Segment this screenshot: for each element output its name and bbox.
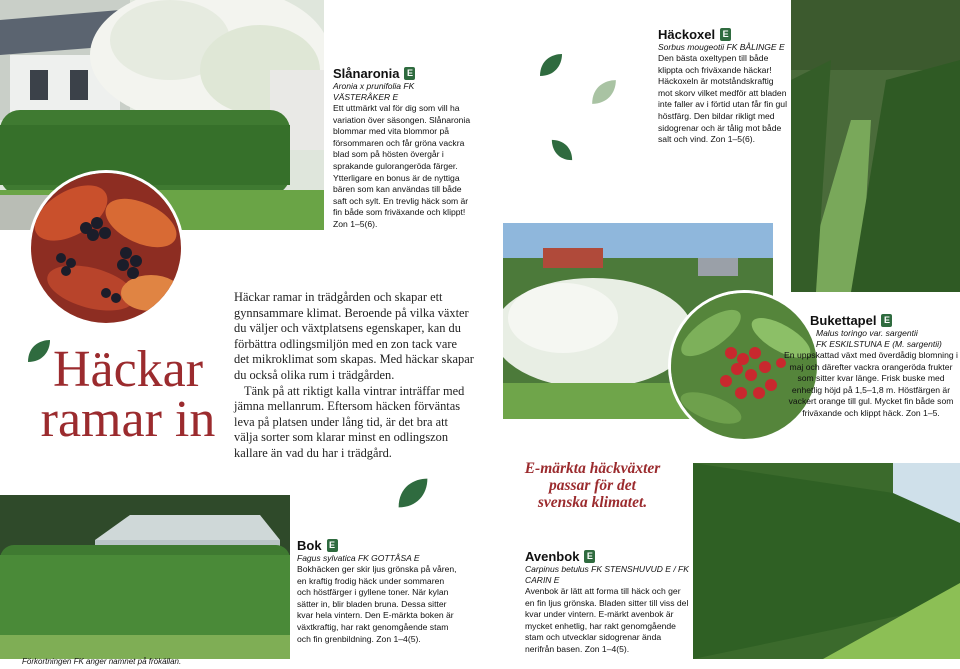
- tall-hedge-photo: [791, 0, 960, 292]
- plant-avenbok: [525, 549, 690, 656]
- plant-description: Ett uttmärkt val för dig som vill ha variation över säsongen. Slånaronia blommar med vita blommor på försommaren och får gröna vackra blad som på hösten övergår i sprakande gulorangeröda färger. Ytterligare en bonus är de nyttiga bären som kan användas till både saft och sylt. En trevlig häck som är fin både som friväxande och klippt! Zon 1–5(6).: [333, 103, 471, 229]
- intro-paragraph: Tänk på att riktigt kalla vintrar inträffar med jämna mellanrum. Eftersom häcken förväntas leva på platsen under lång tid, är det bra att välja sorter som klarar minst en odlingszon kallare än vad du har i trädgård.: [234, 383, 465, 460]
- plant-description: Bokhäcken ger skir ljus grönska på våren, en kraftig frodig häck under sommaren och höstfärger i gyllene toner. När kylan sätter in, blir bladen bruna. Dessa sitter kvar hela vintern. Den E-märkta boken är växtkraftig, har rakt genomgående stam och fin grenbildning. Zon 1–4(5).: [297, 564, 457, 644]
- greenhouse-hedge-photo: [0, 495, 290, 659]
- e-mark-badge: E: [881, 314, 892, 327]
- plant-bok: [297, 538, 457, 645]
- plant-description: Den bästa oxeltypen till både klippta och friväxande häckar! Häckoxeln är motståndskraftig mot skorv vilket medför att bladen inte faller av i förtid utan får fin gul höstfärg. Den bildar rikligt med sidogrenar och är tålig mot både salt och vind. Zon 1–5(6).: [658, 53, 787, 145]
- plant-title: Bukettapel E: [784, 313, 958, 328]
- plant-description: En uppskattad växt med överdådig blomning i maj och därefter vackra orangeröda frukter som sitter kvar länge. Frisk buske med enhetlig höjd på 1,5–1,8 m. Höstfärgen är vackert orange till gul. Mycket fin både som friväxande och klippt häck. Zon 1–5.: [784, 350, 958, 418]
- plant-latin-name: Carpinus betulus FK STENSHUVUD E / FK CARIN E: [525, 564, 689, 585]
- plant-bukettapel: [784, 313, 958, 420]
- plant-title: Slånaronia E: [333, 66, 471, 81]
- plant-title: Häckoxel E: [658, 27, 788, 42]
- plant-title: Bok E: [297, 538, 457, 553]
- hedge-alley-photo: [693, 463, 960, 659]
- plant-title: Avenbok E: [525, 549, 690, 564]
- plant-latin-name: Malus toringo var. sargentii: [816, 328, 918, 338]
- plant-latin-name: Fagus sylvatica FK GOTTÅSA E: [297, 553, 420, 563]
- leaf-icon: [396, 476, 430, 510]
- plant-slanaronia: [333, 66, 471, 231]
- page-headline: Häckar ramar in: [40, 341, 216, 448]
- aronia-berries-photo: [28, 170, 184, 326]
- leaf-icon: [550, 138, 574, 162]
- abbreviation-footnote: Förkortningen FK anger namnet på frökällan.: [22, 657, 182, 666]
- e-mark-badge: E: [584, 550, 595, 563]
- e-mark-badge: E: [404, 67, 415, 80]
- plant-hackoxel: [658, 27, 788, 146]
- intro-paragraph: Häckar ramar in trädgården och skapar ett gynnsammare klimat. Beroende på vilka växter du väljer och växtplatsens egenskaper, kan du förbättra odlingsmiljön med en zon tack vare det mikroklimat som skapas. Med häckar skapar du också olika rum i trädgården.: [234, 290, 474, 382]
- intro-text: [234, 290, 474, 462]
- plant-latin-name: Aronia x prunifolia FK VÄSTERÅKER E: [333, 81, 415, 102]
- plant-latin-name: Sorbus mougeotii FK BÅLINGE E: [658, 42, 785, 52]
- leaf-icon: [590, 78, 618, 106]
- plant-description: Avenbok är lätt att forma till häck och ger en fin ljus grönska. Bladen sitter till viss del kvar under vintern. E-märkt avenbok är mycket enhetlig, har rakt genomgående stam och utvecklar sidogrenar ända nerifrån basen. Zon 1–4(5).: [525, 586, 689, 654]
- e-mark-badge: E: [327, 539, 338, 552]
- e-mark-tagline: E-märkta häckväxter passar för det svenska klimatet.: [524, 460, 661, 511]
- plant-latin-name: FK ESKILSTUNA E (M. sargentii): [816, 339, 942, 349]
- e-mark-badge: E: [720, 28, 731, 41]
- leaf-icon: [538, 52, 564, 78]
